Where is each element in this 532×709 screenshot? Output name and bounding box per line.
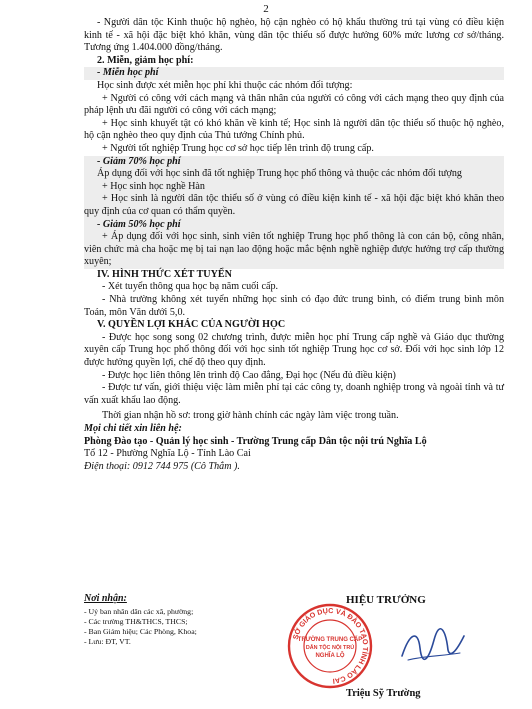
handwritten-signature [398, 626, 468, 666]
exempt-item: + Người có công với cách mạng và thân nhân của người có công với cách mạng theo quy định của pháp lệnh ưu đãi người có công với cách mạng; [84, 92, 504, 117]
seal-center-line: DÂN TỘC NỘI TRÚ [305, 645, 355, 651]
exempt-heading: - Miễn học phí [84, 67, 504, 80]
signer-name: Triệu Sỹ Trường [346, 688, 421, 699]
seal-ring-text: SỞ GIÁO DỤC VÀ ĐÀO TẠO TỈNH LÀO CAI [290, 605, 371, 686]
recipient-item: - Uỷ ban nhân dân các xã, phường; [84, 607, 194, 616]
exempt-item: + Người tốt nghiệp Trung học cơ sở học tiếp lên trình độ trung cấp. [102, 142, 374, 154]
section-4-item: - Xét tuyển thông qua học bạ năm cuối cấp. [102, 281, 279, 293]
section-2-heading: 2. Miễn, giảm học phí: [97, 54, 194, 66]
signer-title: HIỆU TRƯỞNG [346, 594, 426, 606]
contact-department: Phòng Đào tạo - Quản lý học sinh - Trường Trung cấp Dân tộc nội trú Nghĩa Lộ [84, 435, 427, 447]
recipient-item: - Ban Giám hiệu; Các Phòng, Khoa; [84, 627, 197, 636]
document-body [84, 17, 504, 473]
closing-line: Thời gian nhận hồ sơ: trong giờ hành chính các ngày làm việc trong tuần. [102, 410, 399, 422]
reduce70-lead: Áp dụng đối với học sinh đã tốt nghiệp Trung học phổ thông và thuộc các nhóm đối tượng [84, 168, 504, 181]
contact-heading: Mọi chi tiết xin liên hệ: [84, 423, 182, 434]
exempt-item: + Học sinh khuyết tật có khó khăn về kinh tế; Học sinh là người dân tộc thiểu số thuộc hộ nghèo, hộ cận nghèo theo quy định của Thủ tướng Chính phủ. [84, 117, 504, 142]
section-4-item: - Nhà trường không xét tuyển những học sinh có đạo đức trung bình, có điểm trung bình môn Toán, môn Văn dưới 5,0. [84, 294, 504, 318]
reduce50-heading: - Giảm 50% học phí [84, 219, 504, 232]
seal-center-line: TRƯỜNG TRUNG CẤP [297, 637, 363, 643]
intro-paragraph: - Người dân tộc Kinh thuộc hộ nghèo, hộ cận nghèo có hộ khẩu thường trú tại vùng có điều kiện kinh tế - xã hội đặc biệt khó khăn, vùng dân tộc thiểu số được hưởng 60% mức lương cơ sở/tháng. Tương ứng 1.404.000 đồng/tháng. [84, 17, 504, 54]
contact-address: Tổ 12 - Phường Nghĩa Lộ - Tỉnh Lào Cai [84, 448, 251, 460]
recipients-block [84, 593, 284, 647]
recipient-item: - Lưu: ĐT, VT. [84, 637, 131, 646]
section-5-heading: V. QUYỀN LỢI KHÁC CỦA NGƯỜI HỌC [97, 319, 286, 331]
section-4-heading: IV. HÌNH THỨC XÉT TUYỂN [97, 268, 232, 280]
reduce50-item: + Áp dụng đối với học sinh, sinh viên tốt nghiệp Trung học phổ thông là con cán bộ, công nhân, viên chức mà cha hoặc mẹ bị tai nạn lao động hoặc mắc bệnh nghề nghiệp được hưởng trợ cấp thường xuyên; [84, 231, 504, 268]
reduce70-item: + Học sinh học nghề Hàn [84, 181, 504, 194]
section-5-item: - Được tư vấn, giới thiệu việc làm miễn phí tại các công ty, doanh nghiệp trong và ngoài tỉnh và tư vấn xuất khẩu lao động. [84, 382, 504, 406]
reduce70-heading: - Giảm 70% học phí [84, 156, 504, 169]
seal-center-line: NGHĨA LỘ [315, 653, 345, 659]
recipients-title: Nơi nhận: [84, 593, 127, 604]
section-5-item: - Được học song song 02 chương trình, được miễn học phí Trung cấp nghề và Giáo dục thường xuyên cấp Trung học phổ thông đối với học sinh tốt nghiệp Trung học cơ sở. Đối với học sinh lớp 12 được hưởng quyền lợi, chế độ theo quy định. [84, 331, 504, 369]
recipient-item: - Các trường TH&THCS, THCS; [84, 617, 188, 626]
contact-block [84, 423, 504, 473]
page-number: 2 [263, 3, 269, 15]
section-5-item: - Được học liên thông lên trình độ Cao đẳng, Đại học (Nếu đủ điều kiện) [102, 369, 396, 381]
exempt-lead: Học sinh được xét miễn học phí khi thuộc các nhóm đối tượng: [97, 79, 353, 91]
contact-phone: Điện thoại: 0912 744 975 (Cô Thắm ). [84, 460, 240, 472]
reduce70-item: + Học sinh là người dân tộc thiểu số ở vùng có điều kiện kinh tế - xã hội đặc biệt khó khăn theo quy định của cơ quan có thẩm quyền. [84, 193, 504, 217]
official-seal-stamp [286, 602, 374, 690]
